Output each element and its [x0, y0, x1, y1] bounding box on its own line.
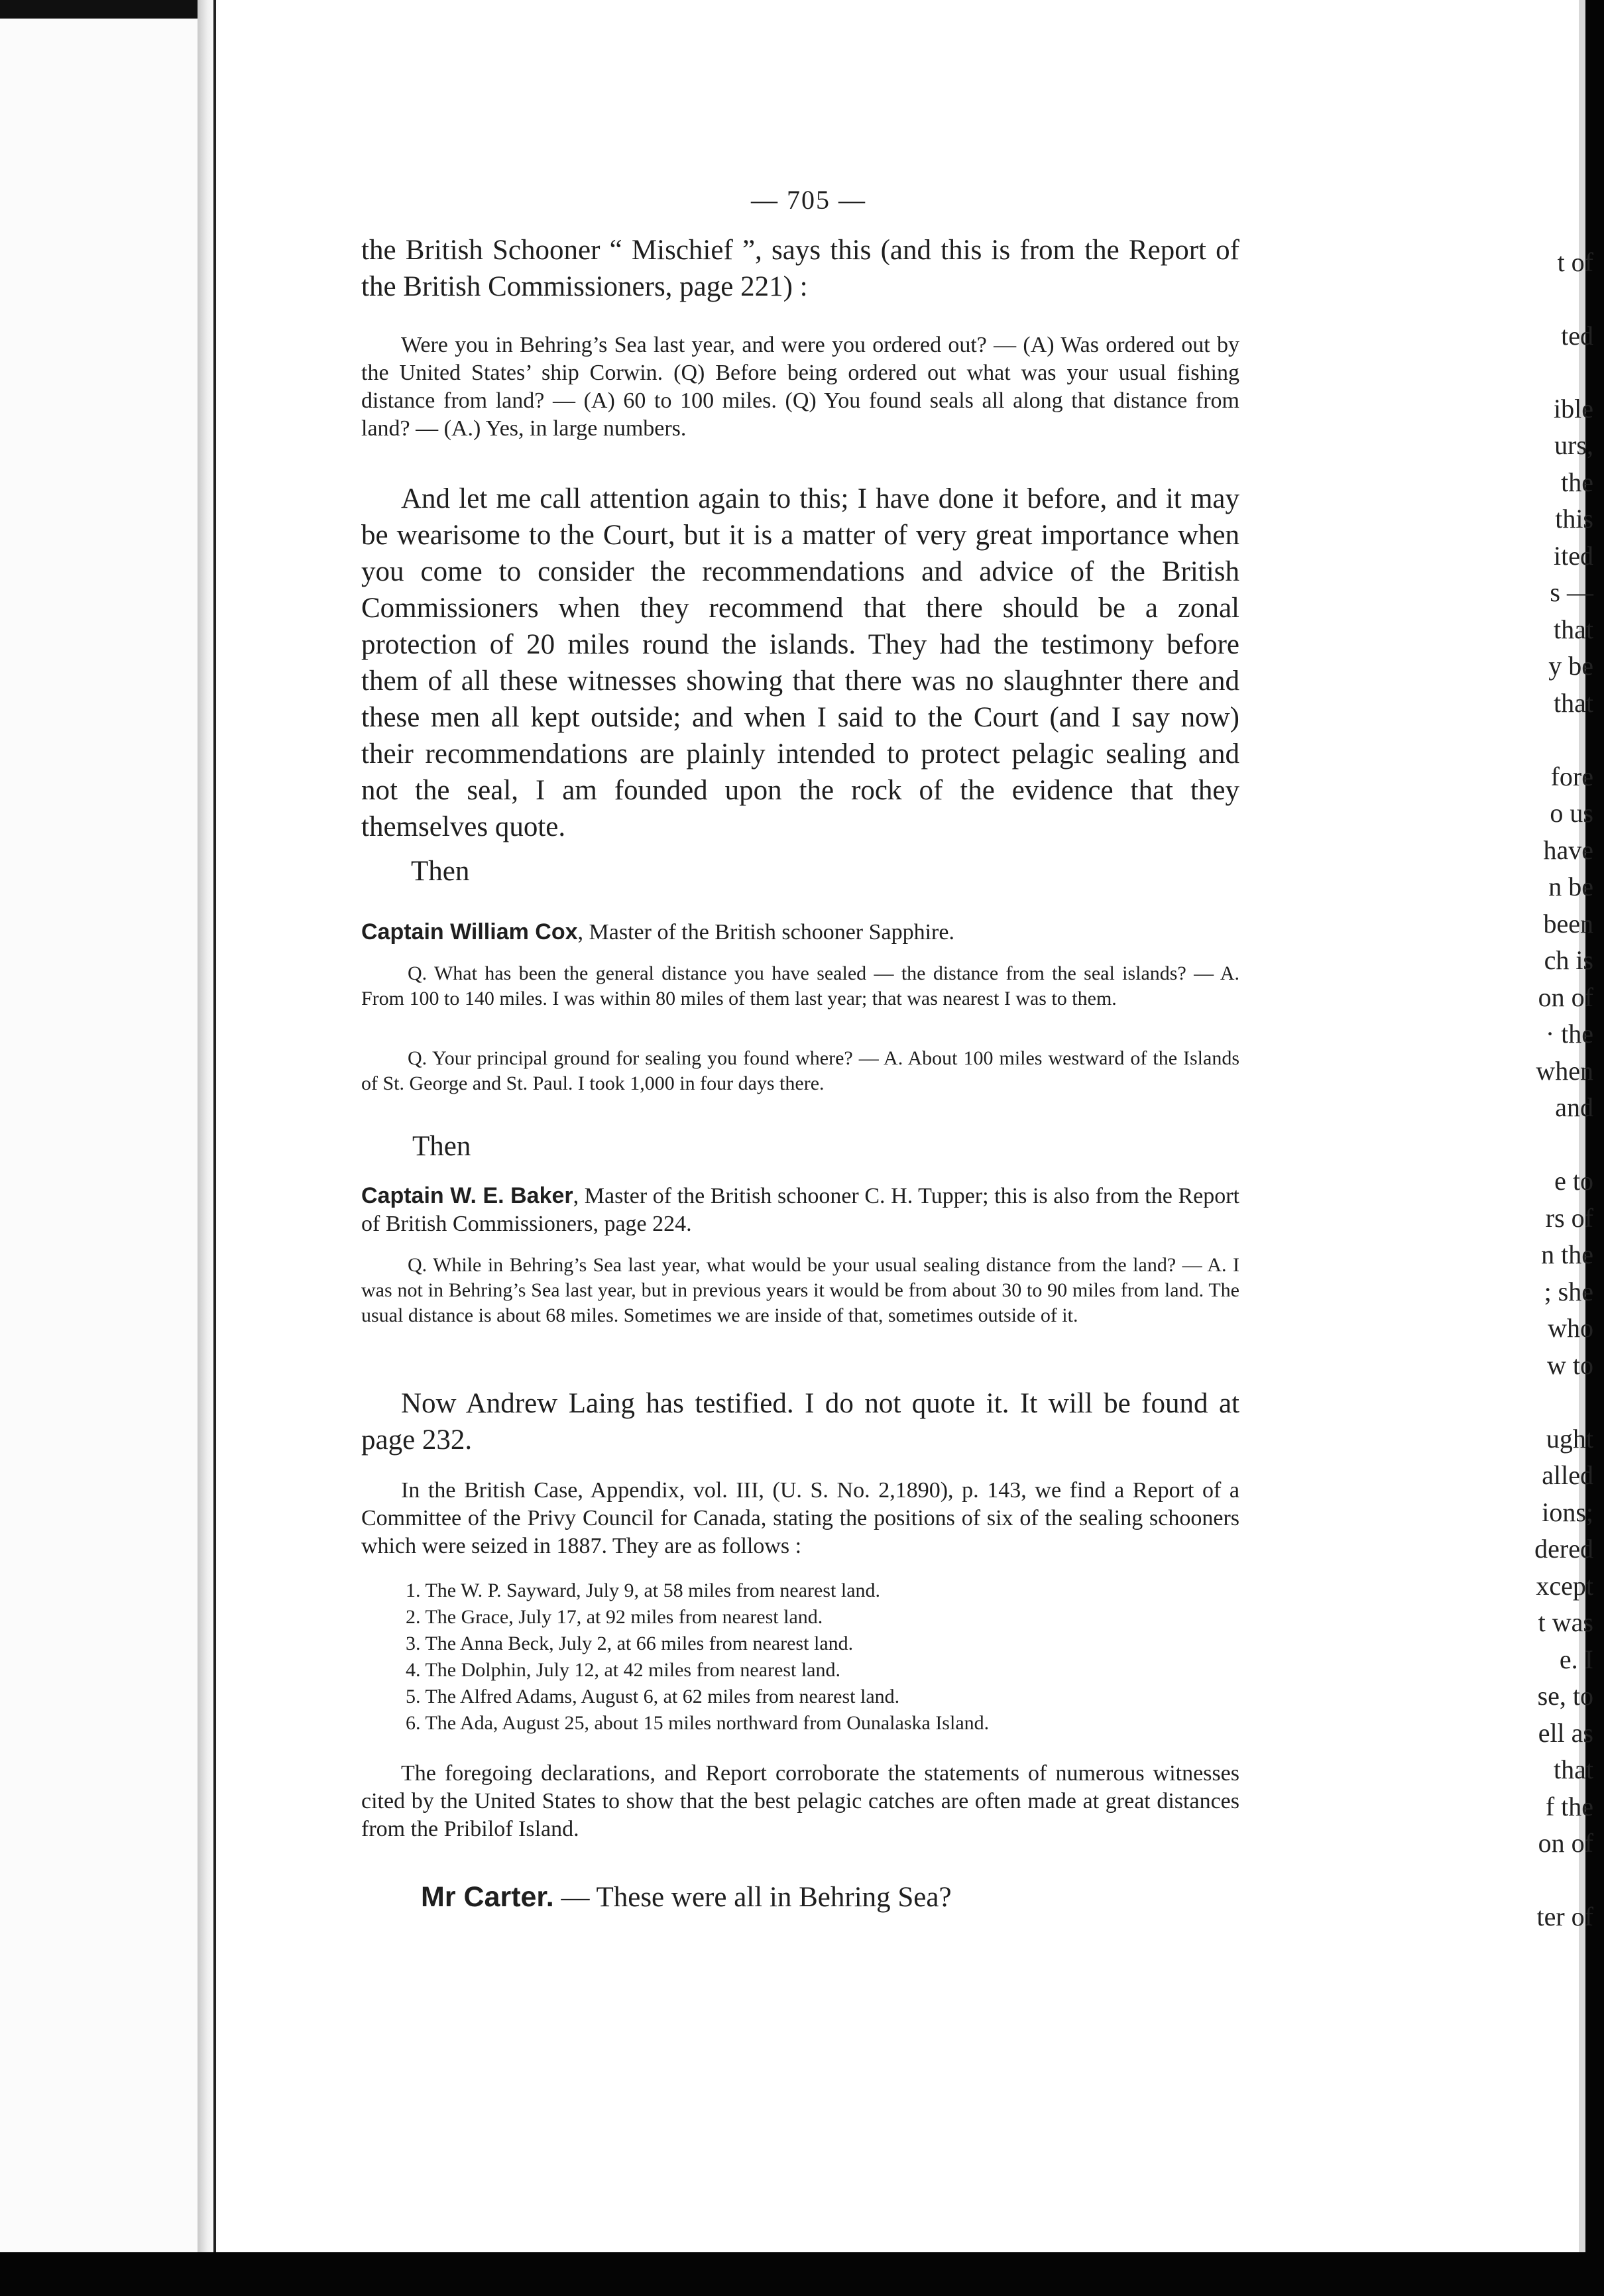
baker-heading [361, 1182, 1239, 1238]
seized-schooners-list [406, 1578, 1241, 1737]
fragment: xcept [1536, 1571, 1593, 1601]
fragment: rs of [1545, 1203, 1593, 1233]
then-label: Then [412, 1131, 471, 1162]
fragment: t of [1557, 247, 1593, 277]
fragment: ught [1546, 1424, 1593, 1454]
fragment: ted [1561, 321, 1593, 351]
list-item: 2. The Grace, July 17, at 92 miles from nearest land. [406, 1606, 823, 1628]
foregoing-paragraph: The foregoing declarations, and Report corroborate the statements of numerous witnesses cited by the United States to show that the best pelagic catches are often made at great distances from the Pribilof Island. [361, 1761, 1239, 1841]
fragment: that [1554, 688, 1593, 718]
fragment: on of [1538, 1828, 1593, 1858]
quote-mischief: Were you in Behring’s Sea last year, and were you ordered out? — (A) Was ordered out by the United States’ ship Corwin. (Q) Before being ordered out what was your usual fishing distance from land? — (A) 60 to 100 miles. (Q) You found seals all along that distance from land? — (A.) Yes, in large numbers. [361, 333, 1239, 441]
book-spine [198, 0, 220, 2254]
baker-name: Captain W. E. Baker [361, 1183, 573, 1208]
carter-line [421, 1881, 952, 1914]
scan-border-top-left [0, 0, 199, 19]
fragment: ; she [1544, 1277, 1593, 1306]
page-number: — 705 — [751, 185, 866, 215]
fragment: who [1548, 1313, 1593, 1343]
fragment: ch is [1544, 945, 1593, 975]
fragment: the [1561, 467, 1593, 497]
fragment: this [1555, 504, 1593, 534]
fragment: on of [1538, 982, 1593, 1012]
fragment: that [1554, 614, 1593, 644]
list-item: 5. The Alfred Adams, August 6, at 62 miles from nearest land. [406, 1686, 900, 1707]
fragment: and [1555, 1092, 1593, 1122]
baker-question: Q. While in Behring’s Sea last year, what would be your usual sealing distance from the land? — A. I was not in Behring’s Sea last year, but in previous years it would be from about 30 to 90 miles from land. The usual distance is about 68 miles. Sometimes we are inside of that, sometimes outside of it. [361, 1254, 1239, 1326]
british-case-paragraph: In the British Case, Appendix, vol. III, (U. S. No. 2,1890), p. 143, we find a Report of a Committee of the Privy Council for Canada, stating the positions of six of the sealing schooners which were seized in 1887. They are as follows : [361, 1478, 1239, 1558]
scan-border-bottom [0, 2252, 1604, 2296]
fragment: fore [1550, 762, 1593, 791]
fragment: ible [1554, 394, 1593, 424]
fragment: ited [1554, 541, 1593, 571]
fragment: that [1554, 1754, 1593, 1784]
fragment: urs, [1554, 430, 1593, 460]
then-label: Then [411, 856, 470, 887]
cox-description: , Master of the British schooner Sapphire. [577, 920, 954, 945]
fragment: been [1543, 909, 1593, 939]
fragment: alled [1542, 1460, 1593, 1490]
fragment: t was [1538, 1607, 1593, 1637]
cox-heading [361, 918, 1239, 947]
list-item: 3. The Anna Beck, July 2, at 66 miles from nearest land. [406, 1633, 854, 1654]
baker-description: , Master of the British schooner C. H. Tupper; this is also from the Report of British Commissioners, page 224. [361, 1184, 1239, 1236]
fragment: n the [1541, 1239, 1593, 1269]
fragment: se, to [1537, 1681, 1593, 1711]
spine-line [213, 0, 216, 2254]
list-item: 1. The W. P. Sayward, July 9, at 58 miles from nearest land. [406, 1579, 881, 1601]
fragment: f the [1545, 1792, 1593, 1821]
fragment: · the [1545, 1019, 1593, 1049]
cox-question-1: Q. What has been the general distance you have sealed — the distance from the seal islands? — A. From 100 to 140 miles. I was within 80 miles of them last year; that was nearest I was to them. [361, 962, 1239, 1009]
laing-paragraph: Now Andrew Laing has testified. I do not quote it. It will be found at page 232. [361, 1388, 1239, 1456]
list-item: 6. The Ada, August 25, about 15 miles northward from Ounalaska Island. [406, 1712, 990, 1734]
carter-name: Mr Carter. [421, 1881, 554, 1913]
list-item: 4. The Dolphin, July 12, at 42 miles from nearest land. [406, 1659, 841, 1681]
fragment: ions; [1542, 1497, 1593, 1527]
cox-name: Captain William Cox [361, 919, 578, 945]
fragment: w to [1547, 1350, 1593, 1380]
fragment: when [1536, 1056, 1593, 1086]
main-paragraph: And let me call attention again to this; I have done it before, and it may be wearisome to the Court, but it is a matter of very great importance when you come to consider the recommendations and advice of the British Commissioners when they recommend that there should be a zonal protection of 20 miles round the islands. They had the testimony before them of all these witnesses showing that there was no slaughnter there and these men all kept outside; and when I said to the Court (and I say now) their recommendations are plainly intended to protect pelagic sealing and not the seal, I am founded upon the rock of the evidence that they themselves quote. [361, 483, 1239, 842]
fragment: y be [1548, 651, 1593, 681]
fragment: n be [1548, 872, 1593, 901]
fragment: e. I [1559, 1644, 1593, 1674]
fragment: dered [1534, 1534, 1593, 1564]
fragment: o us [1550, 798, 1593, 828]
fragment: ell as [1538, 1718, 1593, 1748]
fragment: ter of [1536, 1902, 1593, 1931]
fragment: e to [1554, 1166, 1593, 1196]
carter-text: — These were all in Behring Sea? [553, 1882, 952, 1913]
cox-question-2: Q. Your principal ground for sealing you found where? — A. About 100 miles westward of the Islands of St. George and St. Paul. I took 1,000 in four days there. [361, 1047, 1239, 1094]
fragment: s — [1550, 577, 1593, 607]
fragment: have [1543, 835, 1593, 865]
left-page-edge [0, 0, 200, 2254]
intro-paragraph: the British Schooner “ Mischief ”, says this (and this is from the Report of the British Commissioners, page 221) : [361, 235, 1239, 302]
